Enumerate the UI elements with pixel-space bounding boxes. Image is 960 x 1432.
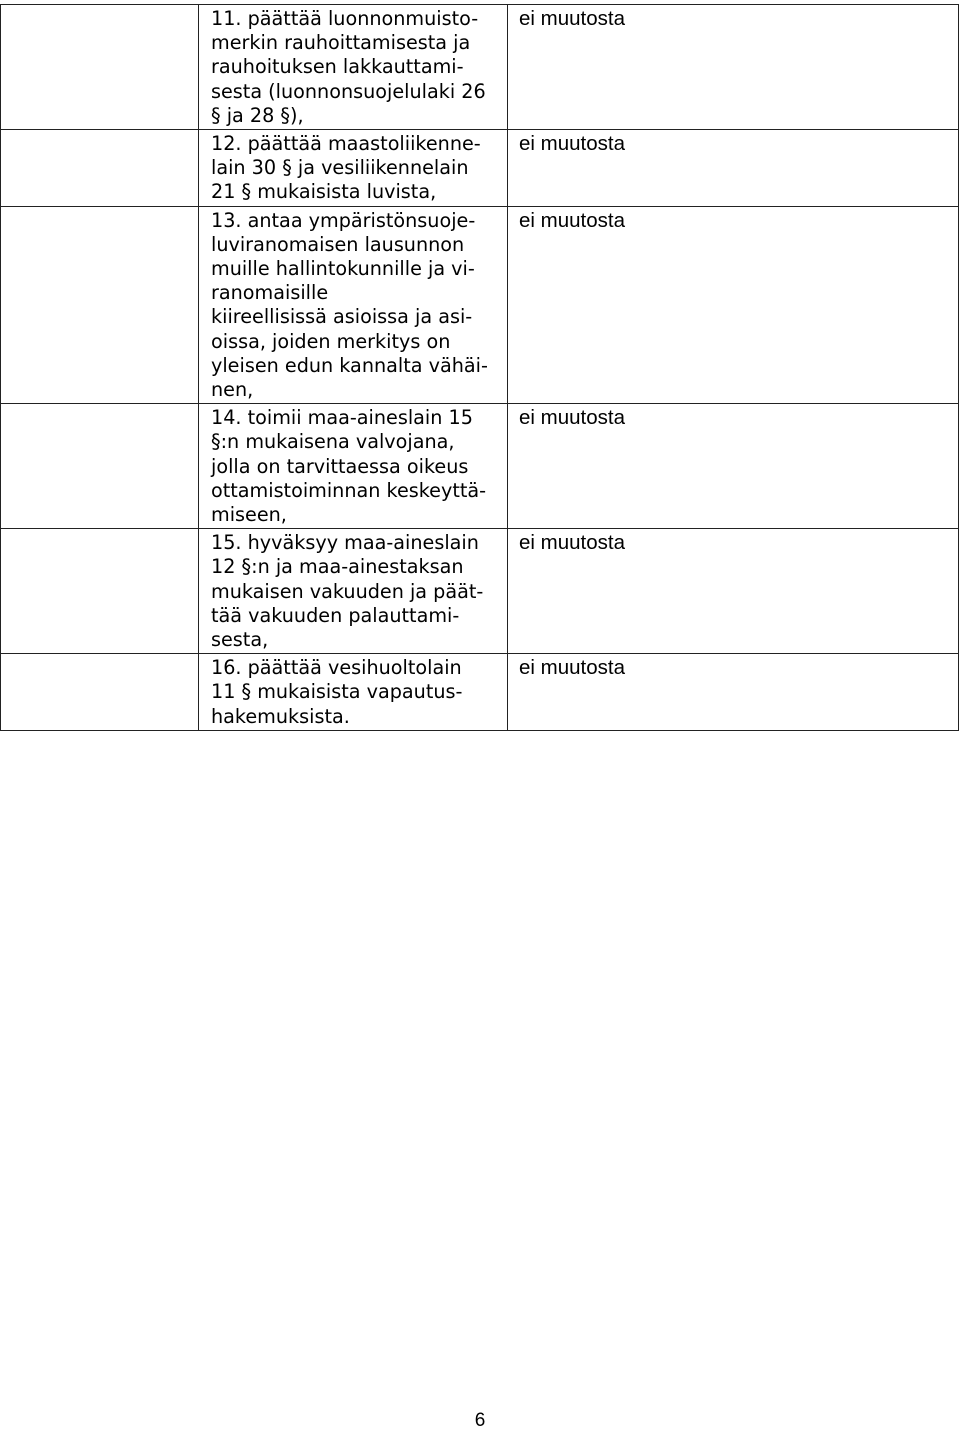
empty-cell <box>1 529 199 654</box>
duties-table <box>0 4 959 731</box>
page-number: 6 <box>474 1410 486 1431</box>
table-row <box>1 404 959 529</box>
duty-text: 12. päättää maastoliikenne- lain 30 § ja vesiliikennelain 21 § mukaisista luvista, <box>199 130 508 207</box>
empty-cell <box>1 130 199 207</box>
status-text: ei muutosta <box>508 654 959 731</box>
table-row <box>1 130 959 207</box>
duty-text: 11. päättää luonnonmuisto- merkin rauhoittamisesta ja rauhoituksen lakkauttami- sesta (luonnonsuojelulaki 26 § ja 28 §), <box>199 5 508 130</box>
table-row <box>1 529 959 654</box>
status-text: ei muutosta <box>508 206 959 404</box>
status-text: ei muutosta <box>508 404 959 529</box>
status-text: ei muutosta <box>508 5 959 130</box>
duty-text: 14. toimii maa-aineslain 15 §:n mukaisena valvojana, jolla on tarvittaessa oikeus ottamistoiminnan keskeyttä- miseen, <box>199 404 508 529</box>
table-row <box>1 206 959 404</box>
status-text: ei muutosta <box>508 130 959 207</box>
duty-text: 16. päättää vesihuoltolain 11 § mukaisista vapautus- hakemuksista. <box>199 654 508 731</box>
table-row <box>1 654 959 731</box>
table-row <box>1 5 959 130</box>
empty-cell <box>1 654 199 731</box>
empty-cell <box>1 5 199 130</box>
duty-text: 13. antaa ympäristönsuoje- luviranomaisen lausunnon muille hallintokunnille ja vi- ranomaisille kiireellisissä asioissa ja asi- oissa, joiden merkitys on yleisen edun kannalta vähäi- nen, <box>199 206 508 404</box>
empty-cell <box>1 404 199 529</box>
status-text: ei muutosta <box>508 529 959 654</box>
empty-cell <box>1 206 199 404</box>
duty-text: 15. hyväksyy maa-aineslain 12 §:n ja maa-ainestaksan mukaisen vakuuden ja päät- tää vakuuden palauttami- sesta, <box>199 529 508 654</box>
